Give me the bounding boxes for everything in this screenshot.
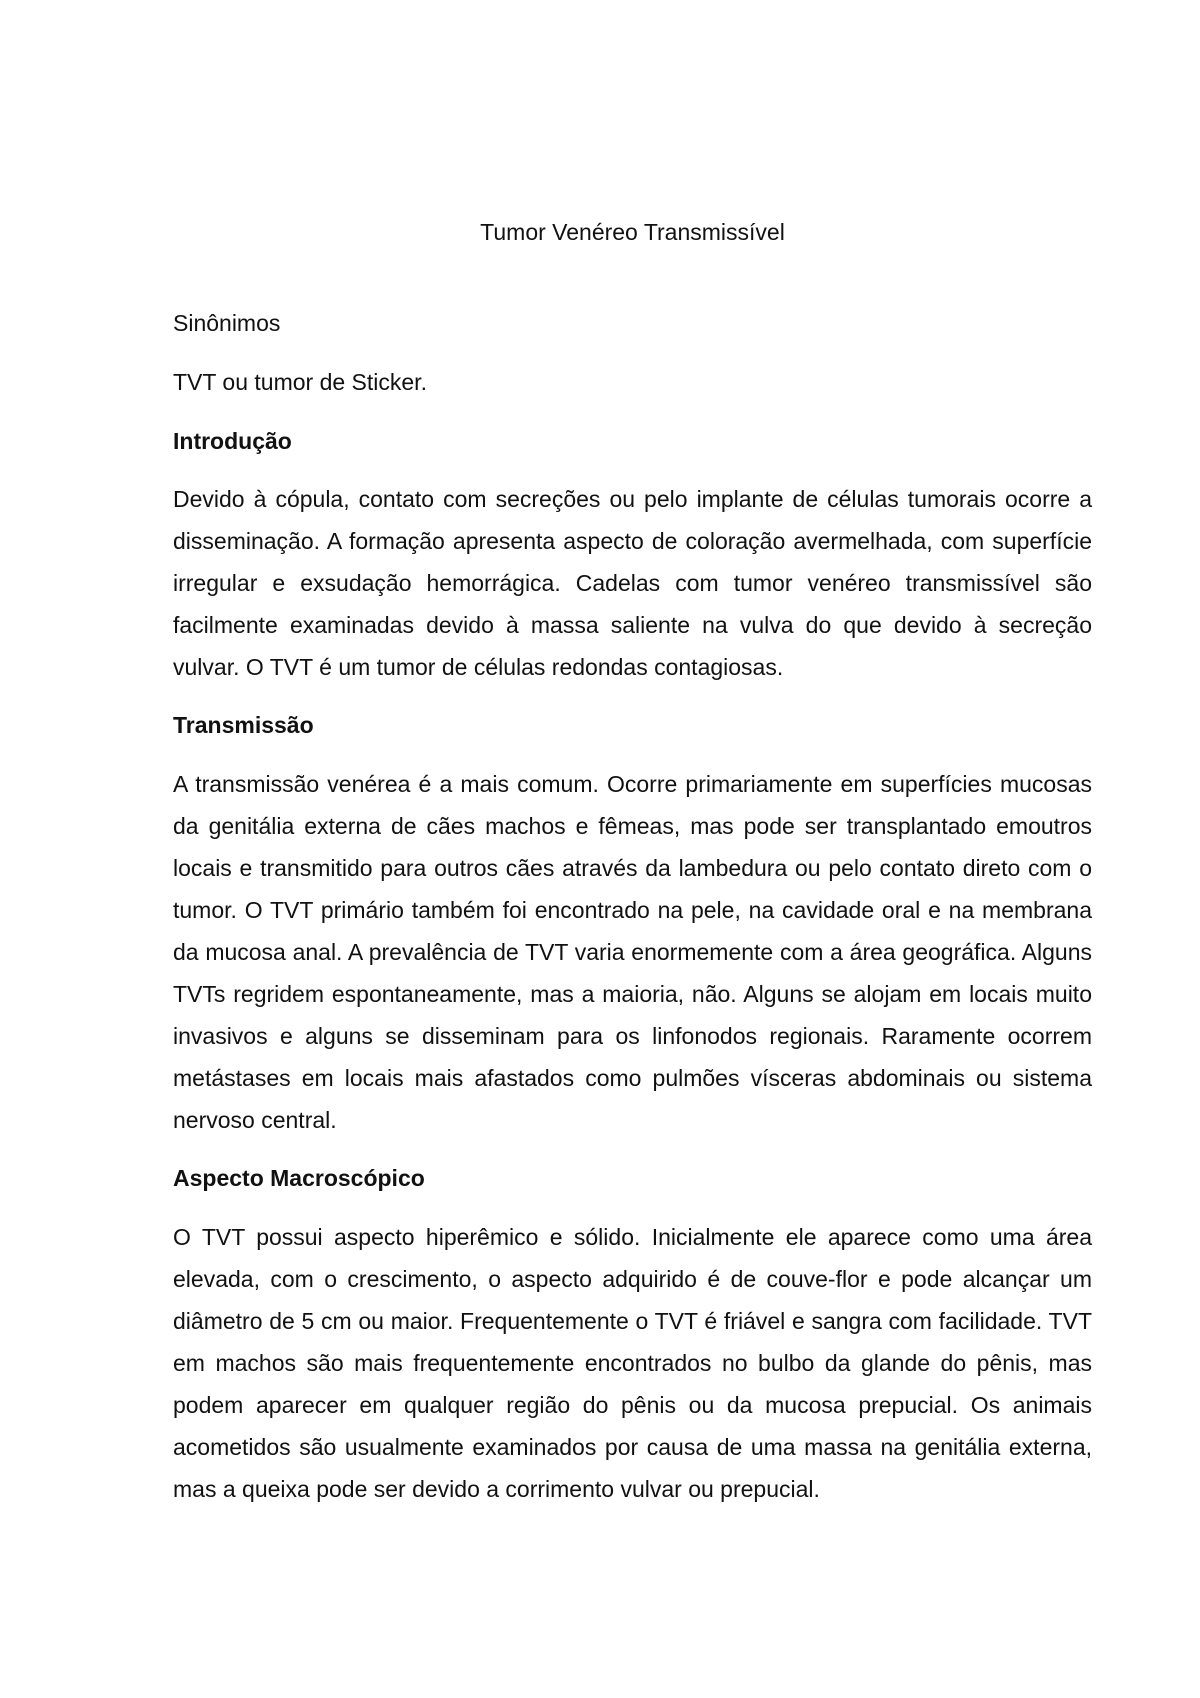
introduction-heading: Introdução: [173, 428, 292, 454]
transmission-paragraph: A transmissão venérea é a mais comum. Ocorre primariamente em superfícies mucosas da genitália externa de cães machos e fêmeas, mas pode ser transplantado emoutros locais e transmitido para outros cães através da lambedura ou pelo contato direto com o tumor. O TVT primário também foi encontrado na pele, na cavidade oral e na membrana da mucosa anal. A prevalência de TVT varia enormemente com a área geográfica. Alguns TVTs regridem espontaneamente, mas a maioria, não. Alguns se alojam em locais muito invasivos e alguns se disseminam para os linfonodos regionais. Raramente ocorrem metástases em locais mais afastados como pulmões vísceras abdominais ou sistema nervoso central.: [173, 771, 1092, 1133]
transmission-heading: Transmissão: [173, 712, 314, 738]
synonyms-text: TVT ou tumor de Sticker.: [173, 369, 427, 395]
document-title: Tumor Venéreo Transmissível: [480, 219, 785, 245]
macroscopic-heading: Aspecto Macroscópico: [173, 1165, 425, 1191]
introduction-paragraph: Devido à cópula, contato com secreções ou pelo implante de células tumorais ocorre a disseminação. A formação apresenta aspecto de coloração avermelhada, com superfície irregular e exsudação hemorrágica. Cadelas com tumor venéreo transmissível são facilmente examinadas devido à massa saliente na vulva do que devido à secreção vulvar. O TVT é um tumor de células redondas contagiosas.: [173, 486, 1092, 680]
macroscopic-paragraph: O TVT possui aspecto hiperêmico e sólido. Inicialmente ele aparece como uma área elevada, com o crescimento, o aspecto adquirido é de couve-flor e pode alcançar um diâmetro de 5 cm ou maior. Frequentemente o TVT é friável e sangra com facilidade. TVT em machos são mais frequentemente encontrados no bulbo da glande do pênis, mas podem aparecer em qualquer região do pênis ou da mucosa prepucial. Os animais acometidos são usualmente examinados por causa de uma massa na genitália externa, mas a queixa pode ser devido a corrimento vulvar ou prepucial.: [173, 1224, 1092, 1502]
synonyms-heading: Sinônimos: [173, 310, 281, 336]
